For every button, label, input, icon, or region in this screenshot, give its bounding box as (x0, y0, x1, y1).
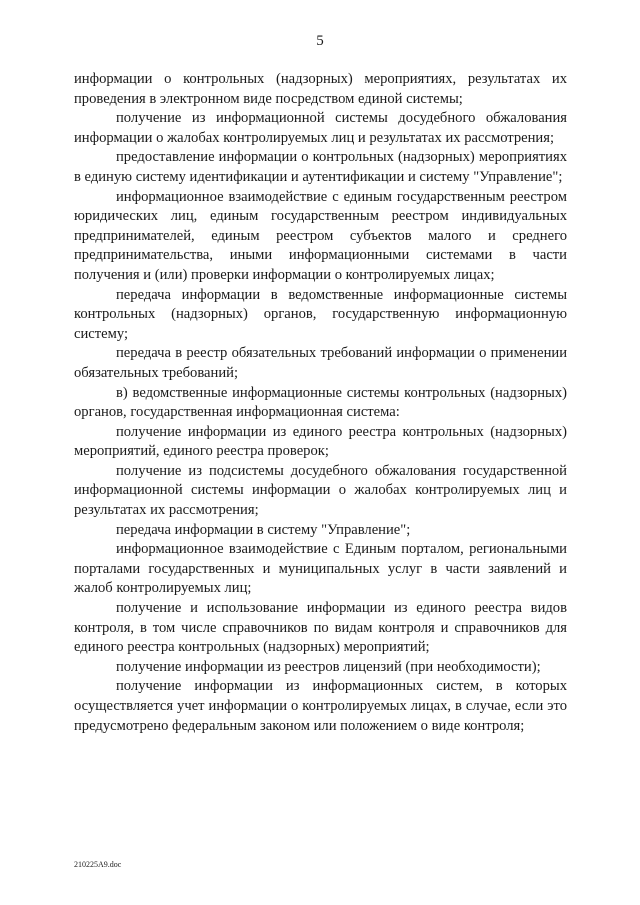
page-number: 5 (316, 33, 324, 49)
paragraph-continuation: информации о контрольных (надзорных) мероприятиях, результатах их проведения в электронном виде посредством единой системы; (74, 71, 567, 107)
paragraph-unified-portal: информационное взаимодействие с Единым порталом, региональными порталами государственных и муниципальных услуг в части заявлений и жалоб контролируемых лиц; (74, 541, 567, 597)
paragraph-registry-interaction: информационное взаимодействие с единым государственным реестром юридических лиц, единым государственным реестром индивидуальных предпринимателей, единым реестром субъектов малого и среднего предпринимательства, иными информационными системами в части получения и (или) проверки информации о контролируемых лицах; (74, 188, 567, 283)
paragraph-control-types-registry: получение и использование информации из единого реестра видов контроля, в том числе справочников по видам контроля и справочников для единого реестра контрольных (надзорных) мероприятий; (74, 600, 567, 656)
document-body (74, 70, 567, 736)
paragraph-appeal-subsystem: получение из подсистемы досудебного обжалования государственной информационной системы информации о жалобах контролируемых лиц и результатах их рассмотрения; (74, 462, 567, 519)
paragraph-management-system: передача информации в систему "Управление"; (116, 521, 411, 538)
paragraph-section-v: в) ведомственные информационные системы контрольных (надзорных) органов, государственная информационная система: (74, 384, 567, 421)
paragraph-mandatory-requirements: передача в реестр обязательных требований информации о применении обязательных требований; (74, 345, 567, 381)
paragraph-inspections-registry: получение информации из единого реестра контрольных (надзорных) мероприятий, единого реестра проверок; (74, 423, 567, 460)
paragraph-departmental-systems: передача информации в ведомственные информационные системы контрольных (надзорных) органов, государственную информационную систему; (74, 286, 567, 342)
paragraph-identification-system: предоставление информации о контрольных (надзорных) мероприятиях в единую систему идентификации и аутентификации и систему "Управление"; (74, 149, 567, 185)
paragraph-licenses-registry: получение информации из реестров лицензий (при необходимости); (116, 658, 541, 675)
paragraph-controlled-persons-info: получение информации из информационных систем, в которых осуществляется учет информации о контролируемых лицах, в случае, если это предусмотрено федеральным законом или положением о виде контроля; (74, 678, 567, 734)
paragraph-complaints-info: получение из информационной системы досудебного обжалования информации о жалобах контролируемых лиц и результатах их рассмотрения; (74, 110, 567, 146)
footer-file-code: 210225A9.doc (74, 860, 122, 869)
